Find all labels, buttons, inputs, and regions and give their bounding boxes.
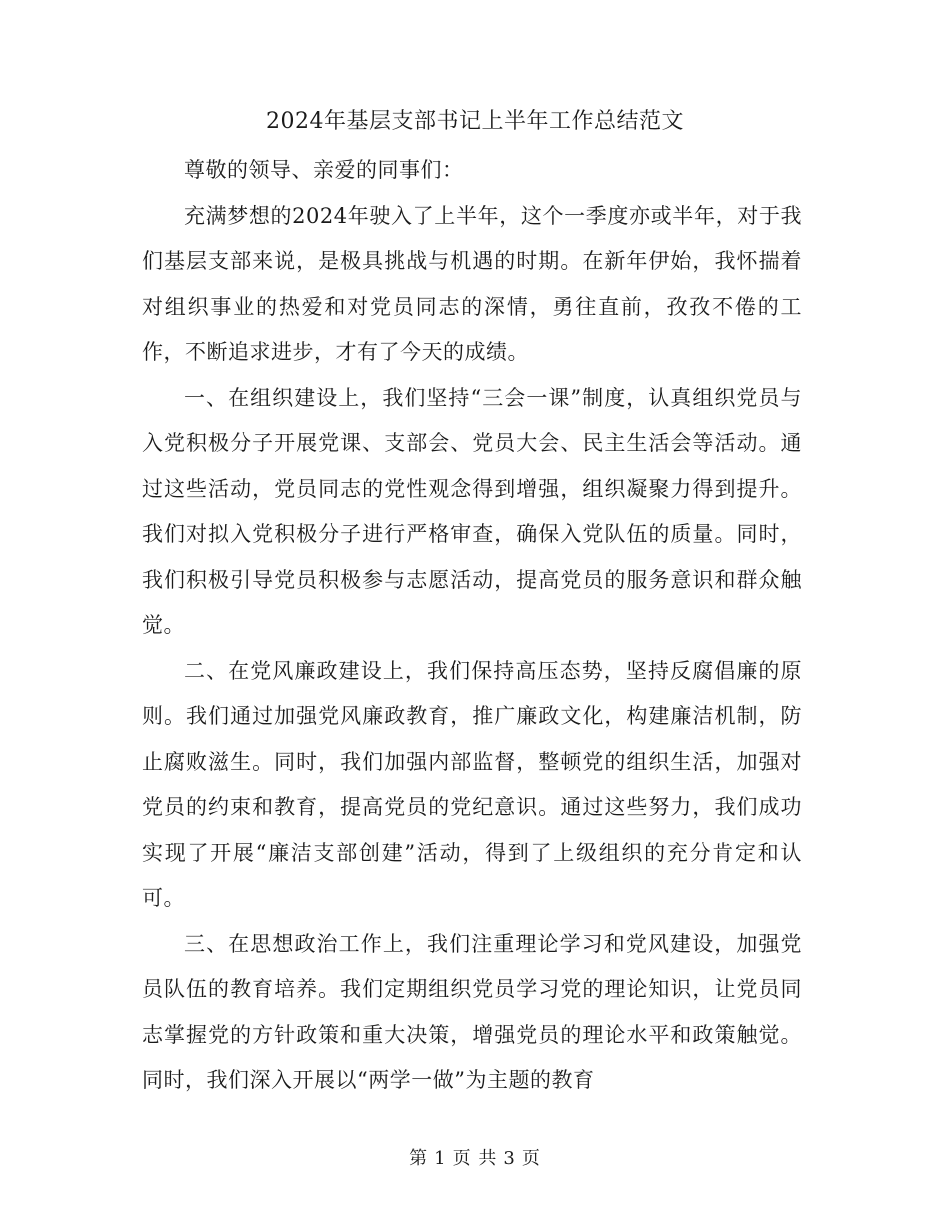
footer-page-number: 1 bbox=[434, 1148, 447, 1169]
document-title: 2024年基层支部书记上半年工作总结范文 bbox=[266, 109, 684, 134]
page-footer bbox=[0, 1146, 950, 1172]
document-body bbox=[142, 148, 802, 1104]
paragraph-ideology: 三、在思想政治工作上，我们注重理论学习和党风建设，加强党员队伍的教育培养。我们定期组织党员学习党的理论知识，让党员同志掌握党的方针政策和重大决策，增强党员的理论水平和政策触觉。同时，我们深入开展以“两学一做”为主题的教育 bbox=[142, 931, 802, 1092]
paragraph-integrity: 二、在党风廉政建设上，我们保持高压态势，坚持反腐倡廉的原则。我们通过加强党风廉政教育，推广廉政文化，构建廉洁机制，防止腐败滋生。同时，我们加强内部监督，整顿党的组织生活，加强对党员的约束和教育，提高党员的党纪意识。通过这些努力，我们成功实现了开展“廉洁支部创建”活动，得到了上级组织的充分肯定和认可。 bbox=[142, 658, 802, 910]
footer-suffix: 页 bbox=[521, 1148, 541, 1169]
paragraph-greeting: 尊敬的领导、亲爱的同事们： bbox=[184, 158, 464, 182]
paragraph-organization: 一、在组织建设上，我们坚持“三会一课”制度，认真组织党员与入党积极分子开展党课、支部会、党员大会、民主生活会等活动。通过这些活动，党员同志的党性观念得到增强，组织凝聚力得到提升。我们对拟入党积极分子进行严格审查，确保入党队伍的质量。同时，我们积极引导党员积极参与志愿活动，提高党员的服务意识和群众触觉。 bbox=[142, 385, 802, 637]
footer-total-pages: 3 bbox=[503, 1148, 516, 1169]
footer-prefix: 第 bbox=[409, 1148, 429, 1169]
footer-middle: 页 共 bbox=[452, 1148, 498, 1169]
paragraph-intro: 充满梦想的2024年驶入了上半年，这个一季度亦或半年，对于我们基层支部来说，是极具挑战与机遇的时期。在新年伊始，我怀揣着对组织事业的热爱和对党员同志的深情，勇往直前，孜孜不倦的工作，不断追求进步，才有了今天的成绩。 bbox=[142, 203, 802, 364]
